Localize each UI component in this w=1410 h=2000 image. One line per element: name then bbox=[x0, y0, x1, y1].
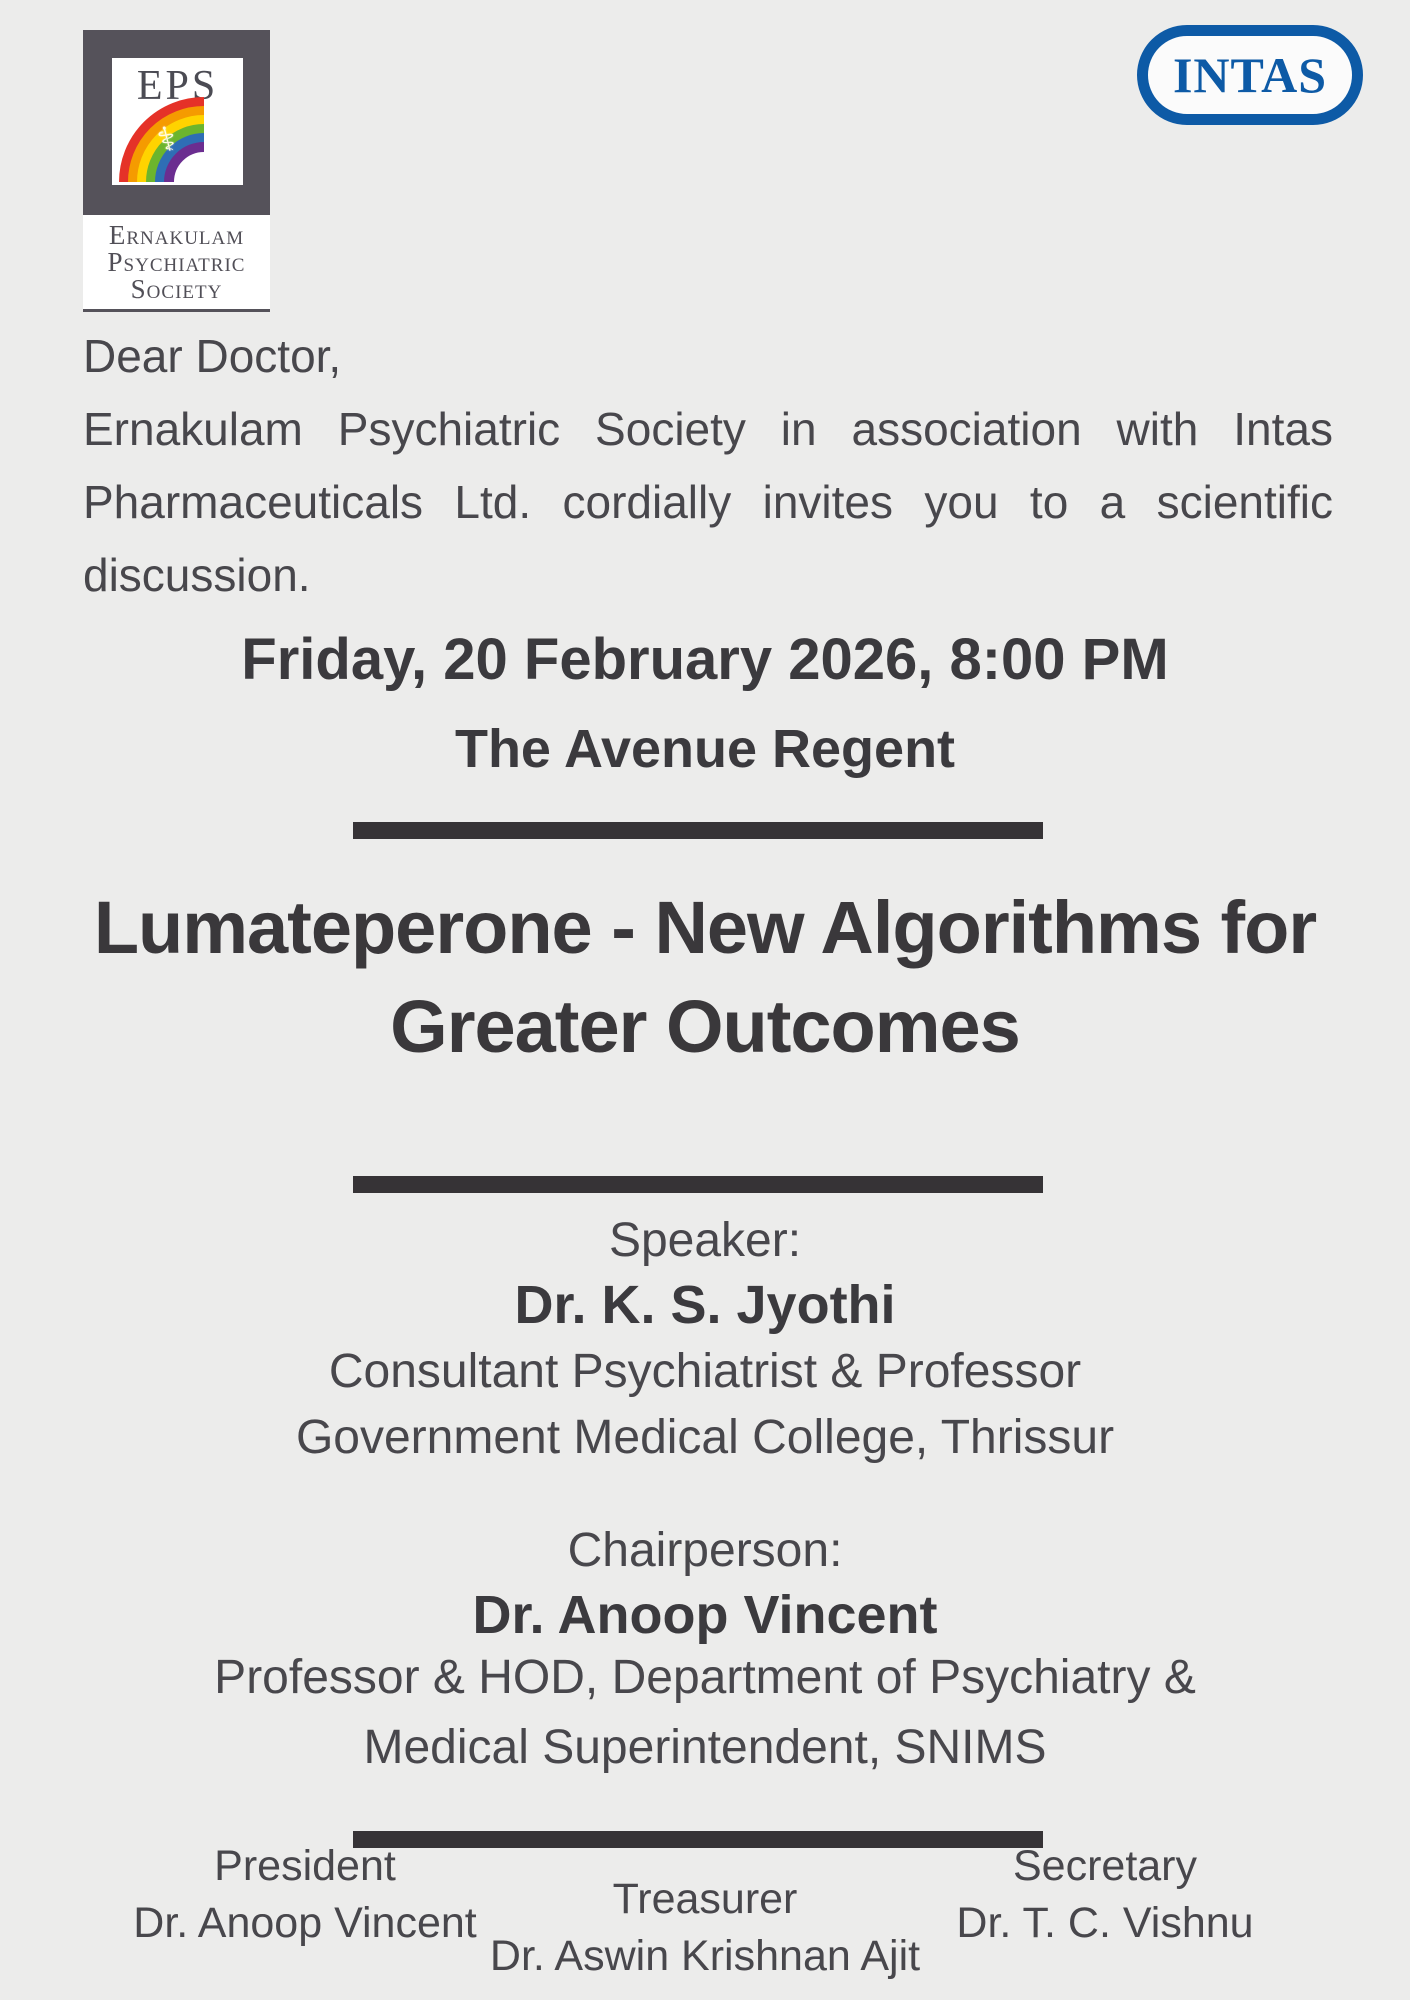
speaker-organization: Government Medical College, Thrissur bbox=[295, 1411, 1115, 1464]
chairperson-label: Chairperson: bbox=[567, 1524, 843, 1577]
speaker-label: Speaker: bbox=[608, 1214, 802, 1267]
event-venue: The Avenue Regent bbox=[454, 719, 956, 779]
eps-org-line: Ernakulam bbox=[108, 220, 245, 250]
officer-title: President bbox=[214, 1842, 396, 1890]
invitation-paragraph bbox=[83, 320, 1333, 612]
divider-top bbox=[353, 822, 1043, 839]
topic-line-1: Lumateperone - New Algorithms for bbox=[93, 886, 1317, 969]
officer-name: Dr. T. C. Vishnu bbox=[956, 1899, 1254, 1947]
officer-name: Dr. Anoop Vincent bbox=[133, 1899, 477, 1947]
eps-logo bbox=[83, 30, 270, 312]
officer-secretary bbox=[885, 1838, 1325, 1952]
chairperson-name: Dr. Anoop Vincent bbox=[472, 1585, 938, 1645]
event-datetime: Friday, 20 February 2026, 8:00 PM bbox=[241, 627, 1169, 692]
officer-title: Secretary bbox=[1012, 1842, 1197, 1890]
eps-logo-square bbox=[83, 30, 270, 215]
speaker-role: Consultant Psychiatrist & Professor bbox=[328, 1345, 1082, 1398]
officer-title: Treasurer bbox=[612, 1875, 798, 1923]
invitation-body: Ernakulam Psychiatric Society in association with Intas Pharmaceuticals Ltd. cordially invites you to a scientific discussion. bbox=[83, 403, 1333, 601]
topic-line-2: Greater Outcomes bbox=[390, 985, 1020, 1068]
eps-org-line: Psychiatric bbox=[107, 247, 246, 277]
officer-treasurer bbox=[470, 1871, 940, 1985]
chairperson-role: Professor & HOD, Department of Psychiatry & bbox=[214, 1651, 1196, 1704]
eps-logo-inner bbox=[112, 58, 243, 185]
topic-title bbox=[0, 878, 1410, 1076]
caduceus-icon: ⚕ bbox=[153, 119, 181, 161]
officer-president bbox=[85, 1838, 525, 1952]
speaker-name: Dr. K. S. Jyothi bbox=[514, 1275, 896, 1335]
eps-org-line: Society bbox=[130, 274, 223, 304]
intas-label: INTAS bbox=[1172, 47, 1328, 103]
eps-acronym: EPS bbox=[136, 63, 219, 109]
divider-middle bbox=[353, 1176, 1043, 1193]
intas-logo bbox=[1137, 25, 1363, 125]
eps-org-name bbox=[83, 215, 270, 312]
salutation: Dear Doctor, bbox=[83, 330, 342, 382]
chairperson-organization: Medical Superintendent, SNIMS bbox=[363, 1721, 1047, 1774]
officer-name: Dr. Aswin Krishnan Ajit bbox=[489, 1932, 921, 1980]
